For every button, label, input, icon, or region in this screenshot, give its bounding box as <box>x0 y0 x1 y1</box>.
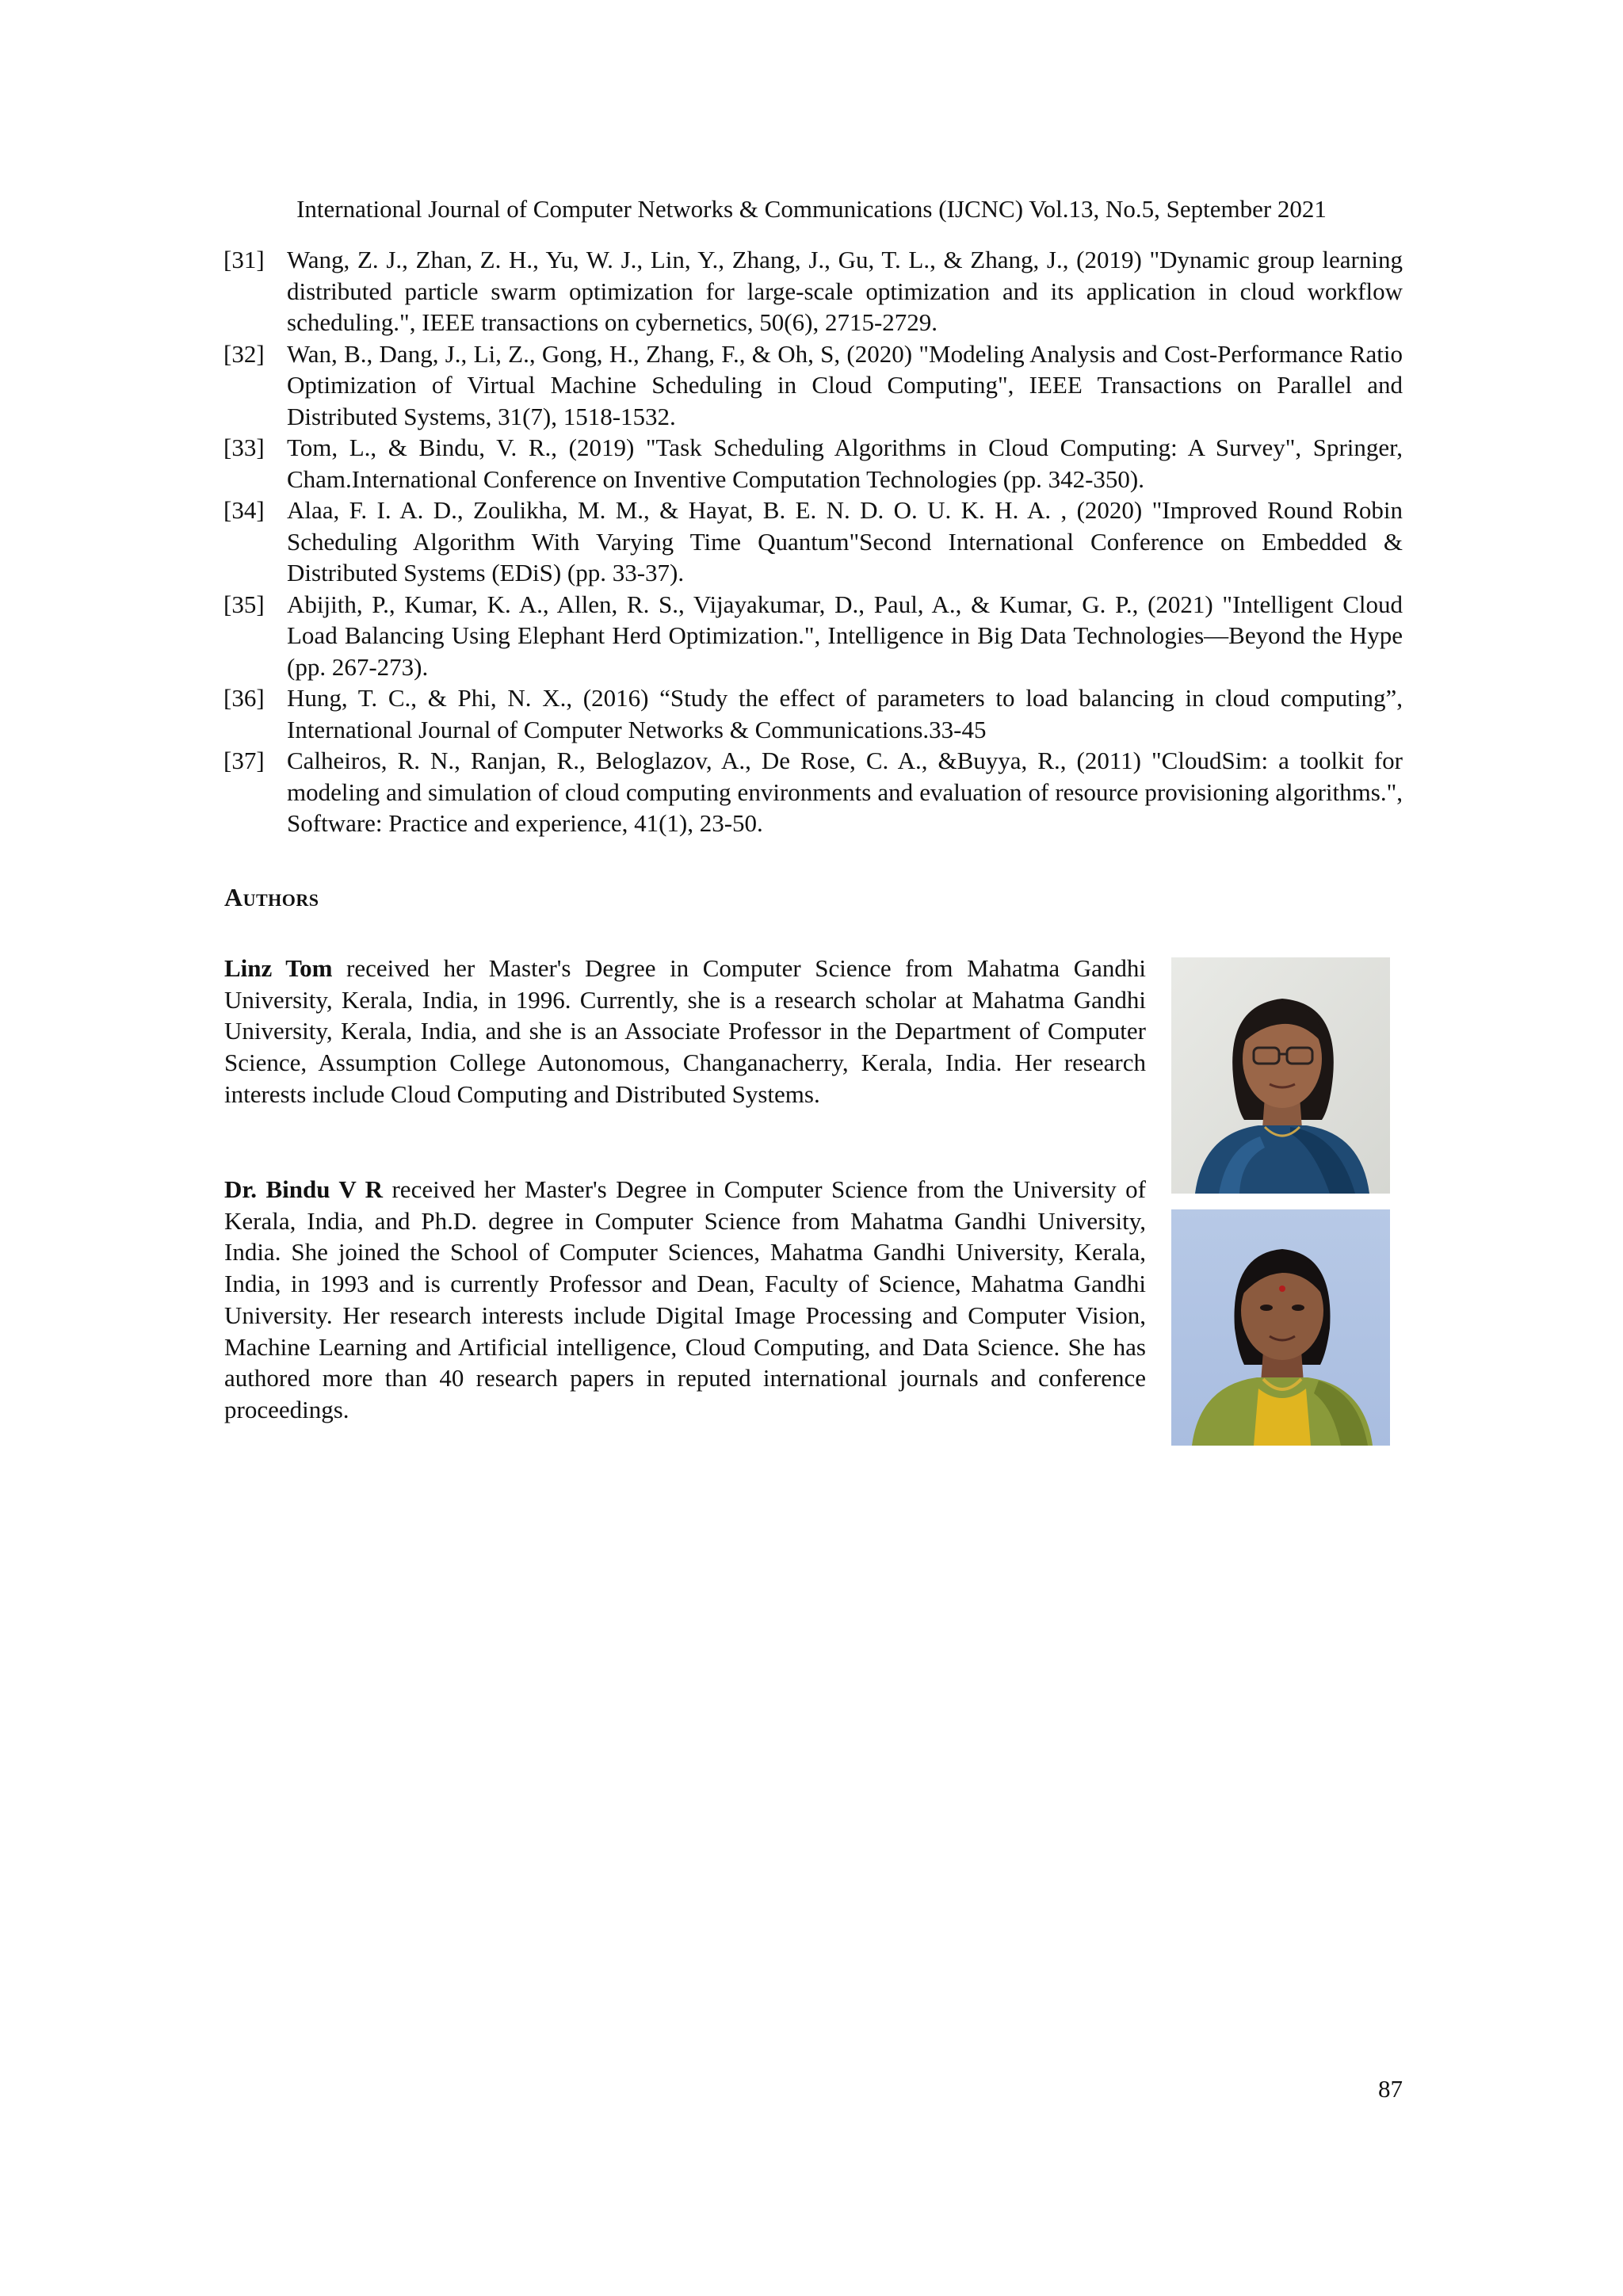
page-number: 87 <box>1378 2075 1403 2103</box>
reference-item <box>223 495 1403 589</box>
reference-number: [37] <box>223 747 265 774</box>
reference-item <box>223 682 1403 745</box>
author-bio-bindu-v-r <box>224 1174 1146 1426</box>
reference-item <box>223 338 1403 433</box>
reference-item <box>223 432 1403 495</box>
author-name: Linz Tom <box>224 954 333 982</box>
author-bio-text: received her Master's Degree in Computer Science from Mahatma Gandhi University, Kerala, India, in 1996. Currently, she is a research scholar at Mahatma Gandhi University, Kerala, India, and she is an Associate Professor in the Department of Computer Science, Assumption College Autonomous, Changanacherry, Kerala, India. Her research interests include Cloud Computing and Distributed Systems. <box>224 954 1146 1108</box>
reference-text: Calheiros, R. N., Ranjan, R., Beloglazov, A., De Rose, C. A., &Buyya, R., (2011) "CloudSim: a toolkit for modeling and simulation of cloud computing environments and evaluation of resource provisioning algorithms.", Software: Practice and experience, 41(1), 23-50. <box>287 747 1403 837</box>
reference-item <box>223 745 1403 839</box>
author-name: Dr. Bindu V R <box>224 1175 384 1203</box>
reference-number: [34] <box>223 496 265 524</box>
reference-number: [33] <box>223 434 265 461</box>
author-bio-text: received her Master's Degree in Computer Science from the University of Kerala, India, and Ph.D. degree in Computer Science from Mahatma Gandhi University, India. She joined the School of Computer Sciences, Mahatma Gandhi University, Kerala, India, in 1993 and is currently Professor and Dean, Faculty of Science, Mahatma Gandhi University. Her research interests include Digital Image Processing and Computer Vision, Machine Learning and Artificial intelligence, Cloud Computing, and Data Science. She has authored more than 40 research papers in reputed international journals and conference proceedings. <box>224 1175 1146 1423</box>
reference-item <box>223 589 1403 683</box>
reference-text: Abijith, P., Kumar, K. A., Allen, R. S., Vijayakumar, D., Paul, A., & Kumar, G. P., (2021) "Intelligent Cloud Load Balancing Using Elephant Herd Optimization.", Intelligence in Big Data Technologies—Beyond the Hype (pp. 267-273). <box>287 590 1403 681</box>
reference-text: Wang, Z. J., Zhan, Z. H., Yu, W. J., Lin, Y., Zhang, J., Gu, T. L., & Zhang, J., (2019) "Dynamic group learning distributed particle swarm optimization for large-scale optimization and its application in cloud workflow scheduling.", IEEE transactions on cybernetics, 50(6), 2715-2729. <box>287 246 1403 336</box>
authors-heading: Authors <box>224 883 319 911</box>
reference-number: [35] <box>223 590 265 618</box>
reference-number: [32] <box>223 339 265 368</box>
reference-text: Alaa, F. I. A. D., Zoulikha, M. M., & Hayat, B. E. N. D. O. U. K. H. A. , (2020) "Improved Round Robin Scheduling Algorithm With Varying Time Quantum"Second International Conference on Embedded & Distributed Systems (EDiS) (pp. 33-37). <box>287 496 1403 586</box>
author-photo-linz-tom <box>1171 957 1390 1194</box>
reference-list <box>223 244 1403 839</box>
reference-number: [31] <box>223 246 265 273</box>
running-header: International Journal of Computer Networks & Communications (IJCNC) Vol.13, No.5, September 2021 <box>296 195 1327 223</box>
reference-text: Hung, T. C., & Phi, N. X., (2016) “Study the effect of parameters to load balancing in cloud computing”, International Journal of Computer Networks & Communications.33-45 <box>287 684 1403 743</box>
reference-number: [36] <box>223 684 265 712</box>
reference-item <box>223 244 1403 338</box>
author-bio-linz-tom <box>224 953 1146 1110</box>
reference-text: Wan, B., Dang, J., Li, Z., Gong, H., Zhang, F., & Oh, S, (2020) "Modeling Analysis and Cost-Performance Ratio Optimization of Virtual Machine Scheduling in Cloud Computing", IEEE Transactions on Parallel and Distributed Systems, 31(7), 1518-1532. <box>287 339 1403 430</box>
author-photo-bindu-v-r <box>1171 1209 1390 1446</box>
reference-text: Tom, L., & Bindu, V. R., (2019) "Task Scheduling Algorithms in Cloud Computing: A Survey", Springer, Cham.International Conference on Inventive Computation Technologies (pp. 342-350). <box>287 434 1403 493</box>
